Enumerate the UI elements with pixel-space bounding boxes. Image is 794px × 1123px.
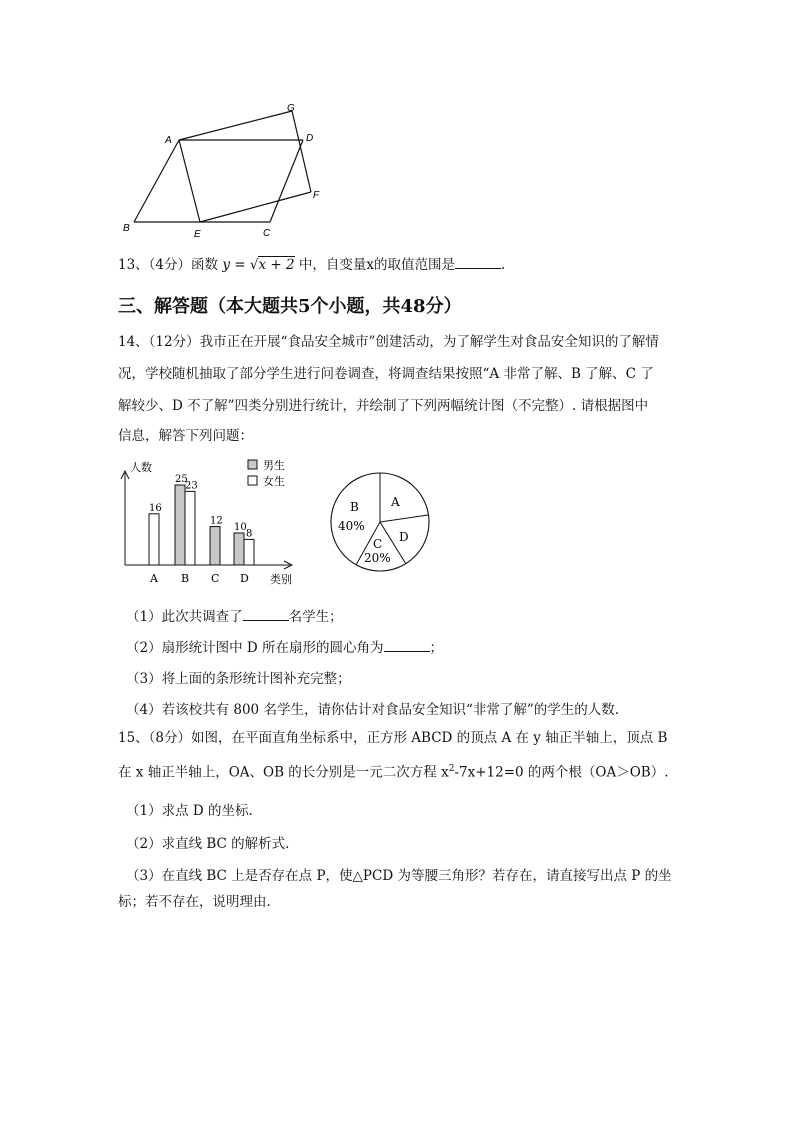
q15-sub-3b: 标；若不存在，说明理由. xyxy=(118,894,271,910)
legend-label-male: 男生 xyxy=(263,459,285,472)
bar-value-label: 10 xyxy=(234,522,247,533)
q15-line2-text-b: -7x+12=0 的两个根（OA＞OB）. xyxy=(454,764,669,781)
q15-line-2 xyxy=(118,764,678,781)
pie-value-b: 40% xyxy=(338,519,365,533)
point-label-g: G xyxy=(287,103,295,114)
point-label-e: E xyxy=(194,229,201,240)
point-label-c: C xyxy=(263,228,271,239)
legend-swatch-female xyxy=(248,476,257,485)
bars-layer xyxy=(149,474,254,585)
legend-label-female: 女生 xyxy=(263,475,285,488)
q13-answer-blank[interactable] xyxy=(455,256,501,269)
q13-formula-lhs: y = xyxy=(222,257,250,273)
bar-chart-category-label: D xyxy=(240,572,249,585)
bar-male-b xyxy=(175,485,185,565)
bar-value-label: 12 xyxy=(210,515,223,527)
section-3-heading: 三、解答题（本大题共5个小题，共48分） xyxy=(118,296,462,317)
q14-sub-3: （3）将上面的条形统计图补充完整； xyxy=(126,671,351,687)
bar-chart-category-label: B xyxy=(181,572,190,585)
bar-value-label: 23 xyxy=(185,480,198,492)
q14-line-3: 解较少、D 不了解”四类分别进行统计，并绘制了下列两幅统计图（不完整）. 请根据图中 xyxy=(118,398,649,414)
bar-chart-ylabel: 人数 xyxy=(130,461,152,474)
q15-sub-2: （2）求直线 BC 的解析式. xyxy=(126,836,290,852)
bar-value-label: 16 xyxy=(149,502,162,514)
bar-female-a xyxy=(149,514,159,565)
q14-sub1-text-b: 名学生； xyxy=(288,609,343,625)
q14-sub1-blank[interactable] xyxy=(243,608,289,621)
point-label-b: B xyxy=(123,223,130,234)
bar-female-b xyxy=(185,491,195,565)
q15-sub-1: （1）求点 D 的坐标. xyxy=(126,803,253,819)
point-label-a: A xyxy=(165,135,172,146)
q14-sub-1 xyxy=(126,605,343,625)
pie-label-d: D xyxy=(399,530,409,544)
bar-chart-category-label: C xyxy=(211,572,220,585)
q14-sub1-text-a: （1）此次共调查了 xyxy=(126,609,243,625)
pie-chart xyxy=(328,470,438,580)
geometry-figure xyxy=(115,95,335,245)
bar-chart-xlabel: 类别 xyxy=(270,573,292,586)
q13-end: . xyxy=(500,257,506,273)
bar-value-label: 25 xyxy=(175,474,188,485)
bar-value-label: 8 xyxy=(246,528,253,540)
q14-sub-4: （4）若该校共有 800 名学生，请你估计对食品安全知识“非常了解”的学生的人数. xyxy=(126,702,620,718)
legend-swatch-male xyxy=(248,460,257,469)
bar-male-d xyxy=(234,533,244,565)
bar-chart-category-label: A xyxy=(150,572,158,585)
q13-suffix: 中，自变量x的取值范围是 xyxy=(294,257,455,273)
q15-line2-text-a: 在 x 轴正半轴上，OA、OB 的长分别是一元二次方程 x xyxy=(118,764,449,781)
q14-sub2-text-a: （2）扇形统计图中 D 所在扇形的圆心角为 xyxy=(126,640,384,656)
q14-line-2: 况，学校随机抽取了部分学生进行问卷调查，将调查结果按照“A 非常了解、B 了解、C 了 xyxy=(118,366,654,382)
q14-sub2-text-b: ； xyxy=(429,640,443,656)
q15-sub-3a: （3）在直线 BC 上是否存在点 P，使△PCD 为等腰三角形？若存在，请直接写出点 P 的坐 xyxy=(126,868,672,884)
bar-female-d xyxy=(244,539,254,565)
pie-label-c: C xyxy=(373,537,383,551)
q14-line-4: 信息，解答下列问题： xyxy=(118,428,253,444)
q15-line-1: 15、（8分）如图，在平面直角坐标系中，正方形 ABCD 的顶点 A 在 y 轴正半轴上，顶点 B xyxy=(118,730,668,746)
q15-exponent: 2 xyxy=(448,764,455,774)
pie-label-b: B xyxy=(350,500,359,514)
q13-radicand: x + 2 xyxy=(258,257,295,273)
pie-label-a: A xyxy=(391,495,400,509)
q13-prefix: 13、（4分）函数 xyxy=(118,257,223,273)
q14-line-1: 14、（12分）我市正在开展“食品安全城市”创建活动，为了解学生对食品安全知识的了解情 xyxy=(118,334,659,350)
point-label-d: D xyxy=(306,133,314,144)
bar-male-c xyxy=(210,527,220,565)
question-13 xyxy=(118,256,678,273)
q14-sub2-blank[interactable] xyxy=(384,639,430,652)
q14-sub-2 xyxy=(126,636,443,656)
sqrt-symbol: √ xyxy=(249,257,259,273)
point-label-f: F xyxy=(313,190,320,201)
bar-chart xyxy=(118,455,308,590)
pie-value-c: 20% xyxy=(364,551,391,565)
